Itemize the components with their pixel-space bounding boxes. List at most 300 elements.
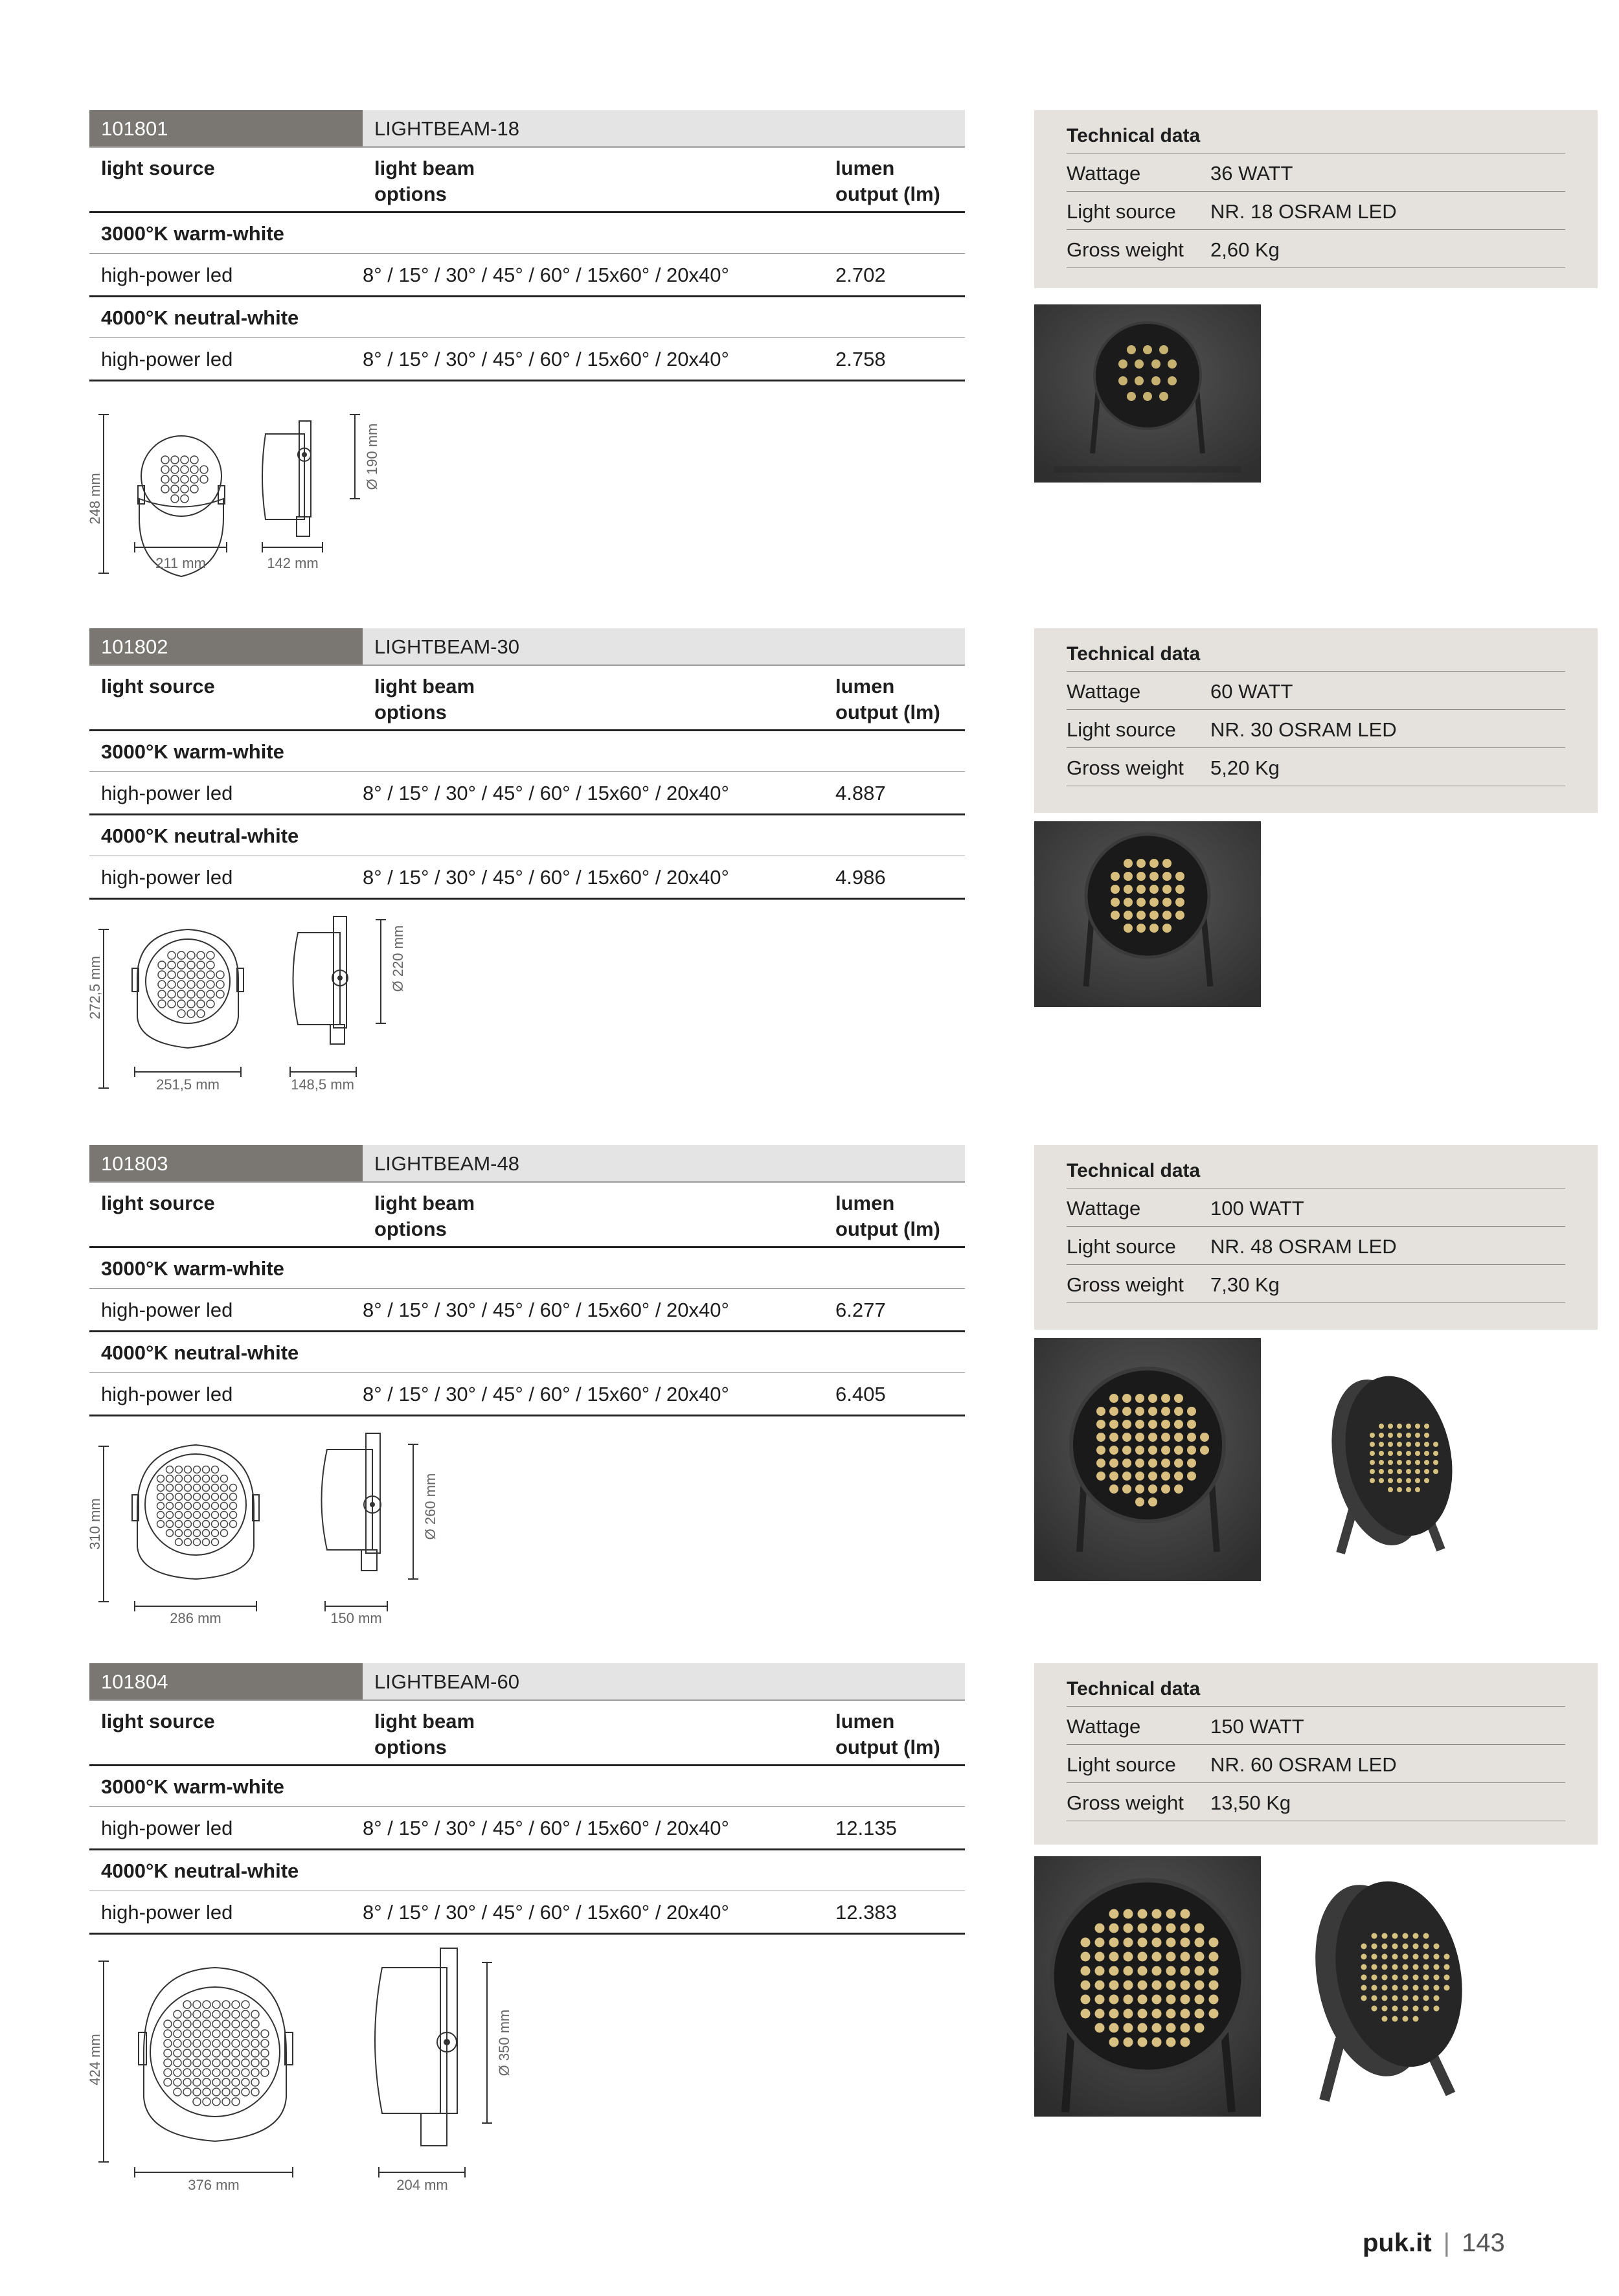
led-dot (1124, 2009, 1133, 2019)
led-outline (171, 475, 179, 483)
led-dot (1175, 885, 1184, 894)
led-outline (171, 495, 179, 503)
led-outline (164, 2049, 172, 2057)
led-outline (158, 971, 166, 979)
table-row: high-power led 8° / 15° / 30° / 45° / 60° / 15x60° / 20x40° 12.383 (89, 1891, 965, 1935)
led-dot (1361, 1985, 1367, 1991)
led-dot (1187, 1433, 1196, 1442)
led-dot (1138, 1952, 1148, 1962)
led-dot (1388, 1451, 1393, 1456)
dim-height: 248 mm (87, 473, 103, 525)
led-dot (1195, 1938, 1205, 1948)
led-dot (1392, 2016, 1398, 2022)
led-dot (1434, 1985, 1440, 1991)
led-dot (1138, 1966, 1148, 1976)
led-dot (1124, 872, 1133, 881)
led-dot (1166, 1938, 1176, 1948)
led-outline (203, 1494, 210, 1501)
led-dot (1372, 1954, 1377, 1960)
product-section-101802 (0, 628, 1619, 1120)
led-outline (251, 2059, 259, 2067)
led-dot (1209, 1952, 1219, 1962)
dimension-drawing (0, 110, 907, 602)
led-dot (1166, 1981, 1176, 1990)
led-dot (1137, 924, 1146, 933)
led-dot (1095, 1966, 1105, 1976)
led-outline (187, 1000, 195, 1008)
lumen-value: 2.702 (835, 264, 886, 286)
led-dot (1434, 1964, 1440, 1970)
led-dot (1152, 1952, 1162, 1962)
led-dot (1175, 872, 1184, 881)
led-dot (1096, 1472, 1105, 1481)
led-outline (222, 2010, 230, 2018)
led-dot (1372, 1933, 1377, 1939)
led-dot (1095, 1995, 1105, 2005)
led-dot (1181, 1966, 1190, 1976)
led-outline (175, 1521, 183, 1528)
led-dot (1209, 1981, 1219, 1990)
led-dot (1372, 1985, 1377, 1991)
led-dot (1095, 1938, 1105, 1948)
led-dot (1403, 1985, 1409, 1991)
led-dot (1135, 1394, 1144, 1403)
led-dot (1379, 1469, 1384, 1474)
led-dot (1370, 1478, 1375, 1483)
led-dot (1166, 1952, 1176, 1962)
led-dot (1124, 1924, 1133, 1933)
product-code: 101804 (89, 1663, 363, 1699)
source-value: NR. 18 OSRAM LED (1210, 200, 1397, 223)
led-outline (174, 2049, 181, 2057)
dim-height: 310 mm (87, 1498, 103, 1550)
led-outline (242, 2040, 249, 2047)
led-dot (1109, 1981, 1119, 1990)
led-outline (193, 2059, 201, 2067)
led-outline (181, 495, 188, 503)
led-dot (1111, 885, 1120, 894)
led-dot (1209, 1995, 1219, 2005)
led-dot (1444, 1975, 1450, 1981)
led-dot (1415, 1487, 1420, 1492)
led-outline (168, 990, 175, 998)
led-dot (1195, 1952, 1205, 1962)
led-dot (1379, 1442, 1384, 1447)
led-dot (1111, 872, 1120, 881)
product-photo (1034, 1856, 1261, 2117)
led-outline (158, 961, 166, 969)
led-outline (197, 990, 205, 998)
led-dot (1423, 1944, 1429, 1949)
front-outline (141, 436, 221, 516)
led-dot (1174, 1459, 1183, 1468)
led-outline (193, 2010, 201, 2018)
led-dot (1152, 1938, 1162, 1948)
led-dot (1124, 924, 1133, 933)
led-outline (232, 2040, 240, 2047)
led-dot (1109, 1995, 1119, 2005)
led-outline (230, 1521, 237, 1528)
led-outline (221, 1512, 228, 1519)
led-dot (1111, 911, 1120, 920)
led-dot (1372, 1995, 1377, 2001)
lumen-value: 2.758 (835, 348, 886, 370)
led-outline (212, 2088, 220, 2096)
led-outline (190, 485, 198, 493)
table-row: high-power led 8° / 15° / 30° / 45° / 60° / 15x60° / 20x40° 4.887 (89, 772, 965, 815)
led-outline (187, 971, 195, 979)
led-outline (181, 475, 188, 483)
led-outline (203, 1530, 210, 1537)
page-footer: puk.it | 143 (1363, 2229, 1505, 2257)
led-dot (1162, 872, 1172, 881)
wattage-value: 60 WATT (1210, 680, 1293, 703)
led-dot (1424, 1424, 1429, 1429)
led-dot (1137, 872, 1146, 881)
led-outline (222, 2040, 230, 2047)
page-number: 143 (1462, 2229, 1505, 2257)
led-dot (1174, 1446, 1183, 1455)
led-outline (183, 2088, 191, 2096)
led-dot (1397, 1460, 1402, 1465)
led-dot (1124, 859, 1133, 868)
led-outline (242, 2078, 249, 2086)
led-dot (1397, 1424, 1402, 1429)
led-outline (251, 2078, 259, 2086)
led-dot (1109, 1394, 1118, 1403)
led-dot (1382, 1995, 1388, 2001)
led-dot (1109, 1407, 1118, 1416)
led-dot (1406, 1451, 1411, 1456)
led-dot (1433, 1442, 1438, 1447)
led-outline (190, 466, 198, 473)
led-dot (1434, 2006, 1440, 2012)
product-section-101804 (0, 1663, 1619, 2246)
led-outline (168, 951, 175, 959)
led-outline (168, 961, 175, 969)
led-outline (193, 2098, 201, 2106)
led-outline (212, 1484, 219, 1492)
led-outline (222, 2059, 230, 2067)
led-dot (1096, 1433, 1105, 1442)
led-dot (1148, 1394, 1157, 1403)
led-outline (230, 1503, 237, 1510)
led-outline (157, 1521, 164, 1528)
led-outline (183, 2069, 191, 2076)
weight-value: 13,50 Kg (1210, 1791, 1291, 1814)
led-outline (203, 2059, 210, 2067)
led-dot (1444, 1954, 1450, 1960)
led-dot (1124, 898, 1133, 907)
led-outline (187, 990, 195, 998)
led-outline (175, 1530, 183, 1537)
dim-height: 272,5 mm (87, 956, 103, 1019)
led-outline (185, 1539, 192, 1546)
led-outline (232, 2030, 240, 2038)
led-outline (203, 1475, 210, 1483)
table-row: high-power led 8° / 15° / 30° / 45° / 60° / 15x60° / 20x40° 2.758 (89, 338, 965, 381)
led-dot (1081, 1938, 1091, 1948)
led-outline (194, 1494, 201, 1501)
led-dot (1424, 1451, 1429, 1456)
led-outline (197, 1000, 205, 1008)
led-dot (1413, 1964, 1419, 1970)
led-dot (1166, 1909, 1176, 1919)
led-dot (1444, 1985, 1450, 1991)
led-dot (1413, 1995, 1419, 2001)
led-dot (1424, 1469, 1429, 1474)
led-dot (1423, 2006, 1429, 2012)
product-name: LIGHTBEAM-48 (374, 1152, 519, 1175)
led-outline (164, 2040, 172, 2047)
led-outline (203, 1512, 210, 1519)
led-dot (1406, 1433, 1411, 1438)
led-outline (177, 981, 185, 988)
led-outline (207, 990, 214, 998)
led-dot (1124, 1909, 1133, 1919)
led-outline (200, 466, 208, 473)
led-dot (1124, 1995, 1133, 2005)
led-dot (1124, 1966, 1133, 1976)
led-outline (168, 971, 175, 979)
led-outline (193, 2030, 201, 2038)
led-outline (261, 2069, 269, 2076)
led-outline (187, 1010, 195, 1017)
dim-height: 424 mm (87, 2034, 103, 2086)
led-dot (1166, 2023, 1176, 2033)
led-outline (232, 2020, 240, 2028)
led-dot (1135, 1472, 1144, 1481)
led-dot (1406, 1469, 1411, 1474)
wattage-value: 36 WATT (1210, 162, 1293, 185)
led-outline (181, 456, 188, 464)
led-dot (1195, 2023, 1205, 2033)
led-outline (175, 1539, 183, 1546)
led-dot (1162, 859, 1172, 868)
led-dot (1122, 1472, 1131, 1481)
led-outline (157, 1494, 164, 1501)
wattage-value: 150 WATT (1210, 1715, 1304, 1738)
led-outline (203, 2001, 210, 2008)
led-dot (1181, 2023, 1190, 2033)
led-dot (1392, 1954, 1398, 1960)
led-dot (1138, 1981, 1148, 1990)
led-outline (187, 961, 195, 969)
led-outline (194, 1484, 201, 1492)
led-dot (1137, 885, 1146, 894)
led-dot (1137, 911, 1146, 920)
led-outline (171, 456, 179, 464)
led-dot (1149, 885, 1159, 894)
led-dot (1095, 1924, 1105, 1933)
led-outline (171, 466, 179, 473)
led-dot (1397, 1451, 1402, 1456)
led-dot (1174, 1472, 1183, 1481)
led-dot (1361, 1944, 1367, 1949)
led-dot (1135, 1433, 1144, 1442)
led-dot (1109, 2023, 1119, 2033)
led-dot (1361, 1995, 1367, 2001)
led-outline (175, 1512, 183, 1519)
led-outline (168, 1000, 175, 1008)
product-photo (1034, 1338, 1261, 1581)
led-dot (1166, 1995, 1176, 2005)
led-dot (1195, 2009, 1205, 2019)
led-dot (1109, 1952, 1119, 1962)
led-outline (183, 2010, 191, 2018)
led-outline (174, 2030, 181, 2038)
led-dot (1415, 1424, 1420, 1429)
led-outline (222, 2030, 230, 2038)
led-outline (158, 981, 166, 988)
led-outline (194, 1466, 201, 1473)
led-dot (1161, 1433, 1170, 1442)
led-outline (203, 2078, 210, 2086)
product-section-101803 (0, 1145, 1619, 1637)
led-dot (1166, 2038, 1176, 2047)
led-dot (1152, 1909, 1162, 1919)
led-dot (1434, 1995, 1440, 2001)
product-code: 101803 (89, 1145, 363, 1181)
led-outline (207, 1000, 214, 1008)
dim-diameter: Ø 220 mm (390, 925, 406, 992)
led-outline (203, 2010, 210, 2018)
led-outline (194, 1530, 201, 1537)
led-dot (1415, 1433, 1420, 1438)
led-outline (166, 1484, 174, 1492)
led-dot (1424, 1460, 1429, 1465)
led-dot (1209, 1938, 1219, 1948)
product-name: LIGHTBEAM-30 (374, 635, 519, 658)
led-outline (222, 2001, 230, 2008)
led-dot (1138, 2023, 1148, 2033)
led-dot (1152, 1966, 1162, 1976)
led-dot (1379, 1460, 1384, 1465)
led-outline (190, 475, 198, 483)
site-link[interactable]: puk.it (1363, 2229, 1432, 2257)
led-outline (232, 2049, 240, 2057)
led-dot (1124, 1938, 1133, 1948)
led-dot (1148, 1497, 1157, 1506)
led-dot (1433, 1460, 1438, 1465)
col-light-source: light source (101, 157, 215, 179)
led-dot (1181, 1924, 1190, 1933)
led-outline (193, 2088, 201, 2096)
product-photo (1034, 304, 1261, 483)
led-dot (1413, 2016, 1419, 2022)
led-dot (1433, 1469, 1438, 1474)
led-outline (261, 2040, 269, 2047)
dim-width-label: 211 mm (155, 555, 206, 571)
led-dot (1379, 1478, 1384, 1483)
led-dot (1423, 1933, 1429, 1939)
led-dot (1195, 1981, 1205, 1990)
led-dot (1138, 1909, 1148, 1919)
led-outline (164, 2069, 172, 2076)
group-warm-white: 3000°K warm-white (89, 213, 965, 254)
led-dot (1415, 1460, 1420, 1465)
led-outline (212, 2049, 220, 2057)
dim-depth: 150 mm (330, 1610, 382, 1626)
led-dot (1081, 1981, 1091, 1990)
led-dot (1174, 1433, 1183, 1442)
weight-value: 2,60 Kg (1210, 238, 1280, 261)
led-dot (1403, 1944, 1409, 1949)
led-outline (177, 1010, 185, 1017)
led-dot (1372, 1944, 1377, 1949)
led-outline (185, 1503, 192, 1510)
led-dot (1152, 2038, 1162, 2047)
led-dot (1111, 898, 1120, 907)
led-outline (207, 981, 214, 988)
led-dot (1109, 1938, 1119, 1948)
led-outline (197, 951, 205, 959)
led-outline (203, 2020, 210, 2028)
technical-data: Technical data Wattage 36 WATT Light source NR. 18 OSRAM LED Gross weight 2,60 Kg (1034, 110, 1598, 288)
led-dot (1135, 1484, 1144, 1494)
led-dot (1209, 2009, 1219, 2019)
led-dot (1148, 1407, 1157, 1416)
led-dot (1433, 1451, 1438, 1456)
led-outline (207, 961, 214, 969)
led-dot (1424, 1442, 1429, 1447)
led-dot (1137, 898, 1146, 907)
led-outline (212, 2078, 220, 2086)
table-row: high-power led 8° / 15° / 30° / 45° / 60° / 15x60° / 20x40° 4.986 (89, 856, 965, 900)
table-row: high-power led 8° / 15° / 30° / 45° / 60° / 15x60° / 20x40° 6.405 (89, 1373, 965, 1416)
led-outline (221, 1484, 228, 1492)
led-outline (232, 2010, 240, 2018)
led-outline (251, 2030, 259, 2038)
led-dot (1361, 1975, 1367, 1981)
led-dot (1135, 1497, 1144, 1506)
led-dot (1187, 1420, 1196, 1429)
group-neutral-white: 4000°K neutral-white (89, 297, 965, 338)
led-dot (1148, 1484, 1157, 1494)
led-outline (251, 2020, 259, 2028)
technical-data: Technical data Wattage 60 WATT Light source NR. 30 OSRAM LED Gross weight 5,20 Kg (1034, 628, 1598, 813)
led-dot (1138, 1938, 1148, 1948)
led-outline (164, 2020, 172, 2028)
led-dot (1181, 1995, 1190, 2005)
led-outline (197, 961, 205, 969)
led-outline (230, 1484, 237, 1492)
led-dot (1109, 1472, 1118, 1481)
led-dot (1095, 1981, 1105, 1990)
led-dot (1122, 1484, 1131, 1494)
led-dot (1415, 1442, 1420, 1447)
led-dot (1181, 1938, 1190, 1948)
led-outline (183, 2020, 191, 2028)
led-outline (203, 1503, 210, 1510)
source-value: NR. 48 OSRAM LED (1210, 1235, 1397, 1258)
led-dot (1148, 1472, 1157, 1481)
led-outline (222, 2088, 230, 2096)
led-outline (212, 2010, 220, 2018)
led-dot (1413, 1944, 1419, 1949)
product-code: 101801 (89, 110, 363, 146)
led-dot (1096, 1446, 1105, 1455)
led-outline (242, 2030, 249, 2038)
led-outline (185, 1494, 192, 1501)
led-dot (1195, 1924, 1205, 1933)
table-row: high-power led 8° / 15° / 30° / 45° / 60° / 15x60° / 20x40° 2.702 (89, 254, 965, 297)
led-outline (222, 2020, 230, 2028)
technical-data: Technical data Wattage 100 WATT Light source NR. 48 OSRAM LED Gross weight 7,30 Kg (1034, 1145, 1598, 1330)
led-outline (261, 2030, 269, 2038)
led-outline (161, 485, 169, 493)
led-outline (251, 2040, 259, 2047)
